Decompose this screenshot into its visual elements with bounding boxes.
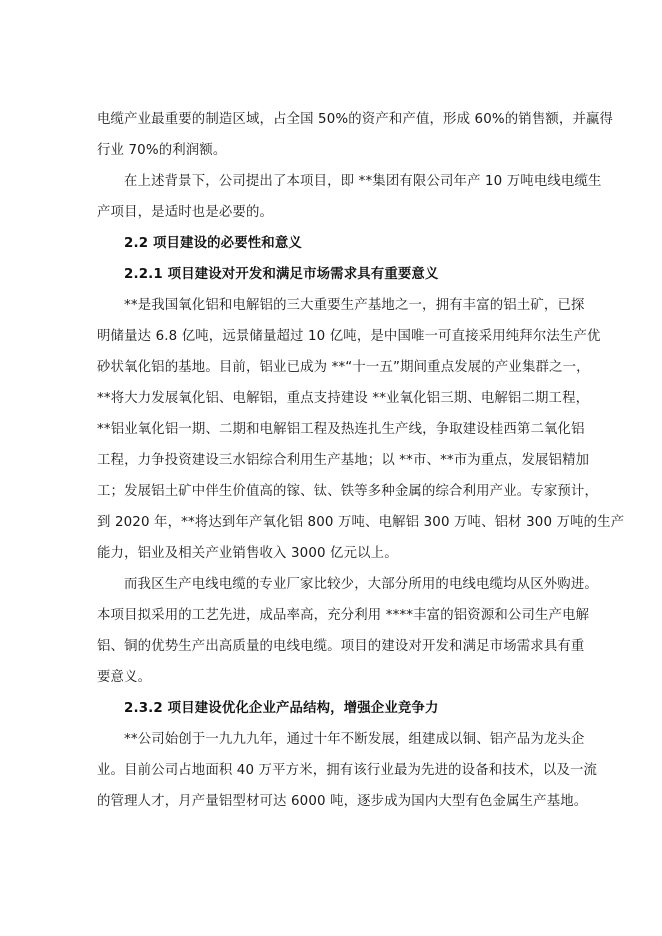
- paragraph-line: 产项目，是适时也是必要的。: [97, 205, 274, 220]
- paragraph-line: 铝、铜的优势生产出高质量的电线电缆。项目的建设对开发和满足市场需求具有重: [97, 639, 585, 654]
- section-heading: 2.2 项目建设的必要性和意义: [124, 236, 302, 251]
- paragraph-line: 砂状氧化铝的基地。目前，铝业已成为 **“十一五”期间重点发展的产业集群之一，: [97, 360, 590, 375]
- paragraph-line: **是我国氧化铝和电解铝的三大重要生产基地之一，拥有丰富的铝土矿，已探: [124, 298, 585, 313]
- paragraph-line: 业。目前公司占地面积 40 万平方米，拥有该行业最为先进的设备和技术，以及一流: [97, 763, 598, 778]
- paragraph-line: 要意义。: [97, 670, 152, 685]
- paragraph-line: 到 2020 年，**将达到年产氧化铝 800 万吨、电解铝 300 万吨、铝材 300 万吨的生产: [97, 515, 625, 530]
- paragraph-line: **铝业氧化铝一期、二期和电解铝工程及热连扎生产线，争取建设桂西第二氧化铝: [97, 422, 585, 437]
- paragraph-line: 的管理人才，月产量铝型材可达 6000 吨，逐步成为国内大型有色金属生产基地。: [97, 794, 588, 809]
- paragraph-line: 行业 70%的利润额。: [97, 143, 227, 158]
- paragraph-line: 电缆产业最重要的制造区域，占全国 50%的资产和产值，形成 60%的销售额，并赢得: [97, 112, 614, 127]
- subsection-heading: 2.3.2 项目建设优化企业产品结构，增强企业竞争力: [124, 701, 439, 716]
- paragraph-line: **将大力发展氧化铝、电解铝，重点支持建设 **业氧化铝三期、电解铝二期工程，: [97, 391, 590, 406]
- paragraph-line: 而我区生产电线电缆的专业厂家比较少，大部分所用的电线电缆均从区外购进。: [124, 577, 598, 592]
- paragraph-line: 在上述背景下，公司提出了本项目，即 **集团有限公司年产 10 万吨电线电缆生: [124, 174, 602, 189]
- paragraph-line: 工；发展铝土矿中伴生价值高的镓、钛、铁等多种金属的综合利用产业。专家预计，: [97, 484, 599, 499]
- paragraph-line: 本项目拟采用的工艺先进，成品率高，充分利用 ****丰富的铝资源和公司生产电解: [97, 608, 590, 623]
- paragraph-line: 工程，力争投资建设三水铝综合利用生产基地；以 **市、**市为重点，发展铝精加: [97, 453, 590, 468]
- paragraph-line: 能力，铝业及相关产业销售收入 3000 亿元以上。: [97, 546, 398, 561]
- paragraph-line: 明储量达 6.8 亿吨，远景储量超过 10 亿吨，是中国唯一可直接采用纯拜尔法生产优: [97, 329, 601, 344]
- subsection-heading: 2.2.1 项目建设对开发和满足市场需求具有重要意义: [124, 267, 439, 282]
- paragraph-line: **公司始创于一九九九年，通过十年不断发展，组建成以铜、铝产品为龙头企: [124, 732, 585, 747]
